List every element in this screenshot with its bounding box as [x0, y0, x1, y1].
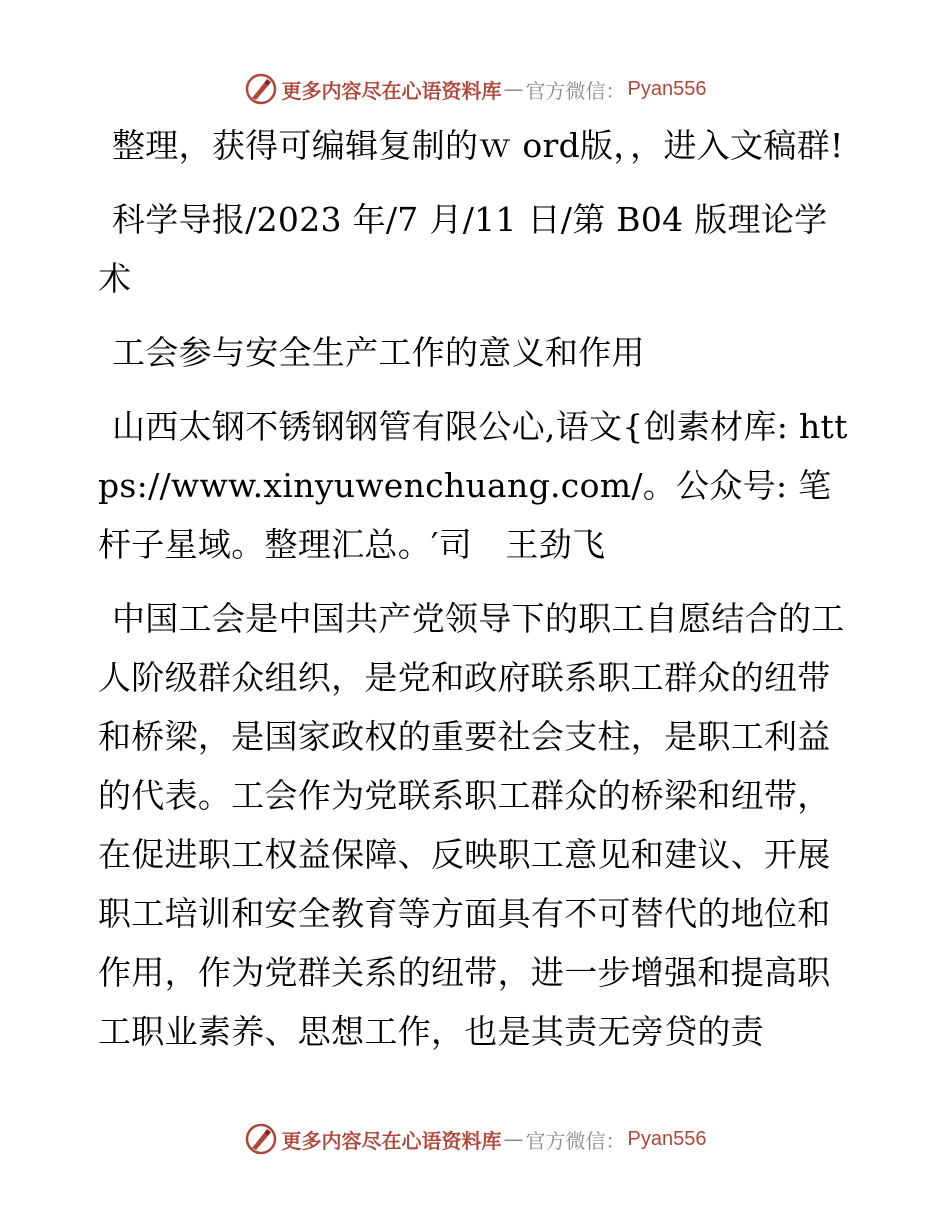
watermark-separator: —	[503, 77, 524, 101]
watermark-wechat-label: 官方微信：	[525, 1128, 626, 1153]
body-paragraph: 中国工会是中国共产党领导下的职工自愿结合的工人阶级群众组织，是党和政府联系职工群众的纽带和桥梁，是国家政权的重要社会支柱，是职工利益的代表。工会作为党联系职工群众的桥梁和纽带，在促进职工权益保障、反映职工意见和建议、开展职工培训和安全教育等方面具有不可替代的地位和作用，作为党群关系的纽带，进一步增强和提高职工职业素养、思想工作，也是其责无旁贷的责	[98, 599, 845, 1051]
watermark-main-text: 更多内容尽在心语资料库	[281, 1128, 502, 1153]
footer-watermark	[0, 1122, 950, 1156]
watermark-wechat-id: Pyan556	[627, 77, 707, 100]
source-line: 科学导报/2023 年/7 月/11 日/第 B04 版理论学术	[98, 200, 828, 298]
watermark-main-text: 更多内容尽在心语资料库	[281, 78, 502, 103]
pen-logo-icon	[244, 1122, 278, 1156]
watermark-separator: —	[503, 1127, 524, 1151]
intro-note: 整理，获得可编辑复制的ｗ ord版，，进入文稿群!	[112, 126, 844, 165]
article-title: 工会参与安全生产工作的意义和作用	[112, 333, 645, 372]
watermark-wechat-label: 官方微信：	[525, 78, 626, 103]
document-body	[98, 116, 858, 1076]
pen-logo-icon	[244, 72, 278, 106]
watermark-wechat-id: Pyan556	[627, 1127, 707, 1150]
header-watermark	[0, 72, 950, 106]
author-line: 山西太钢不锈钢钢管有限公心,语文{创素材库: https://www.xinyuwenchuang.com/。公众号: 笔杆子星域。整理汇总。′司 王劲飞	[98, 407, 848, 564]
